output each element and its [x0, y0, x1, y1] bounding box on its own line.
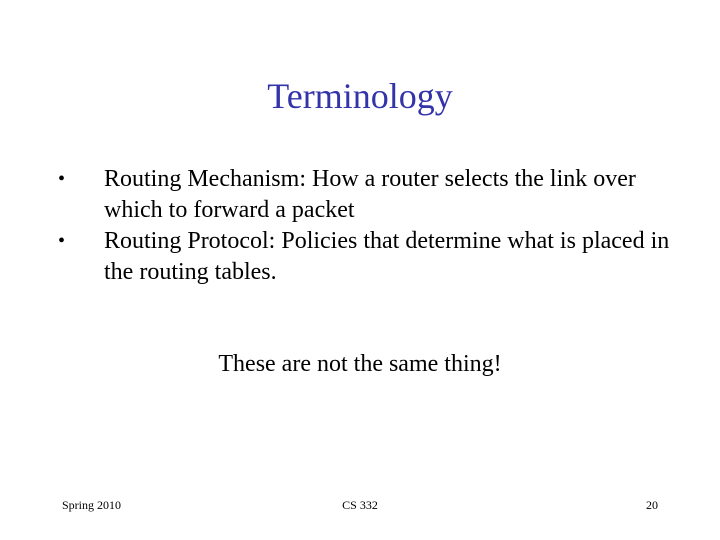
bullet-text: Routing Protocol: Policies that determine what is placed in the routing tables.	[104, 228, 670, 285]
footer-date: Spring 2010	[62, 498, 122, 512]
bullet-marker: •	[58, 230, 66, 252]
bullet-list	[50, 164, 670, 288]
bullet-marker: •	[58, 168, 66, 190]
bullet-text: Routing Mechanism: How a router selects the link over which to forward a packet	[104, 166, 636, 223]
slide-note: These are not the same thing!	[218, 351, 502, 377]
bullet-item-routing-mechanism	[50, 164, 670, 226]
bullet-item-routing-protocol	[50, 226, 670, 288]
footer-course: CS 332	[342, 498, 378, 512]
slide-title: Terminology	[267, 76, 453, 116]
footer-page-number: 20	[646, 498, 658, 512]
